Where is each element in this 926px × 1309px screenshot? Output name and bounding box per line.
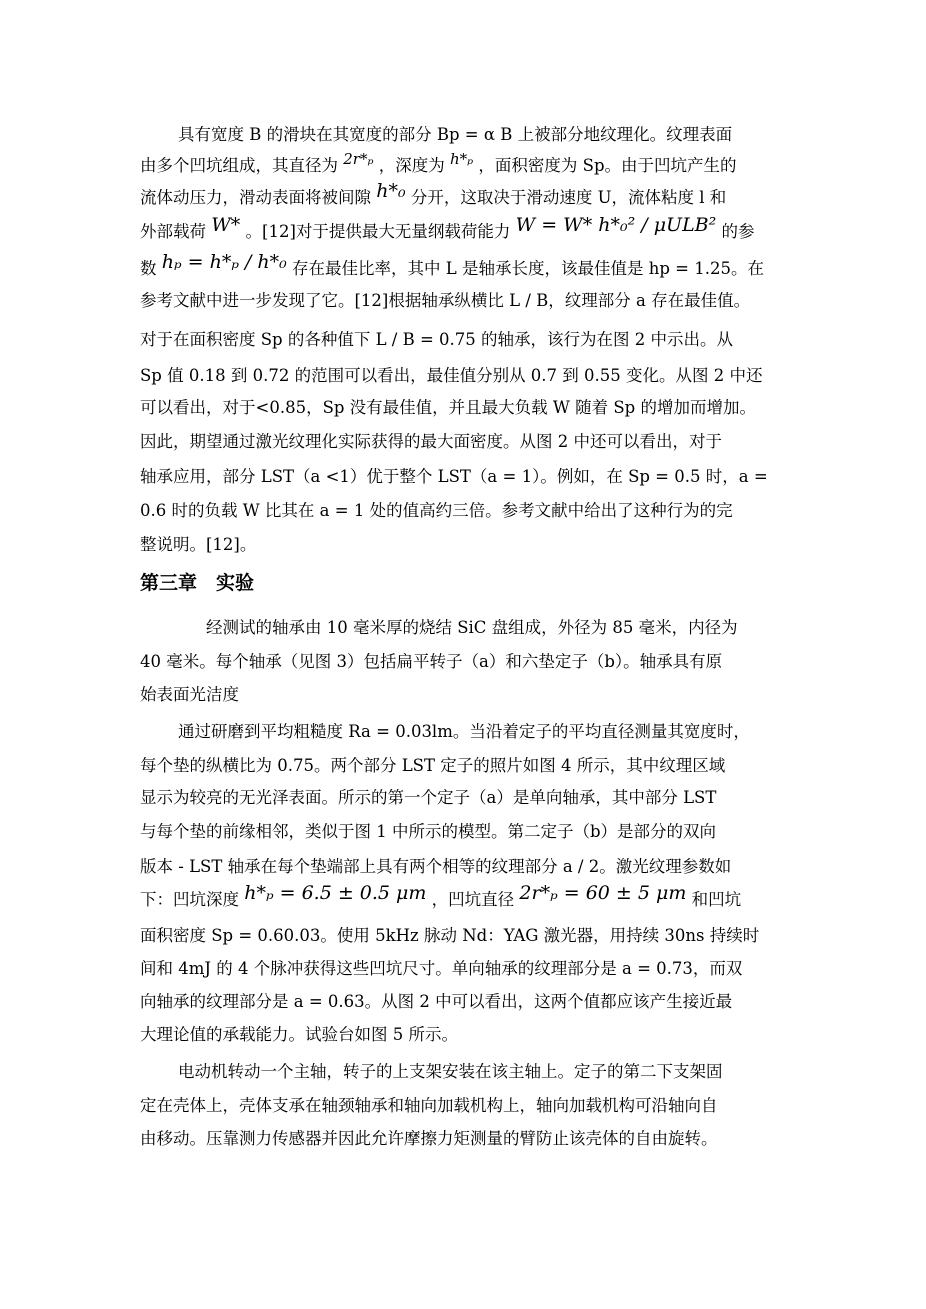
math-dimensionless-load: W = W* h*₀² / μULB²: [515, 213, 717, 236]
text-run: ，深度为: [378, 156, 445, 175]
math-depth-ratio: hₚ = h*ₚ / h*₀: [161, 250, 287, 273]
text-run: 由多个凹坑组成，其直径为: [140, 156, 338, 175]
text-run: 参考文献中进一步发现了它。[12]根据轴承纵横比 L / B，纹理部分 a 存在最佳值。: [140, 291, 751, 310]
text-run: 可以看出，对于<0.85，Sp 没有最佳值，并且最大负载 W 随着 Sp 的增加而增加。: [140, 398, 756, 417]
text-run: 显示为较亮的无光泽表面。所示的第一个定子（a）是单向轴承，其中部分 LST: [140, 788, 717, 807]
paragraph-line: [140, 788, 716, 808]
text-run: 流体动压力，滑动表面将被间隙: [140, 188, 371, 207]
paragraph-line: [140, 291, 750, 311]
text-run: 间和 4mJ 的 4 个脉冲获得这些凹坑尺寸。单向轴承的纹理部分是 a = 0.73，而双: [140, 959, 743, 978]
paragraph-line: [178, 1062, 723, 1082]
text-run: 始表面光洁度: [140, 685, 239, 704]
paragraph-line: [140, 149, 737, 176]
text-run: 与每个垫的前缘相邻，类似于图 1 中所示的模型。第二定子（b）是部分的双向: [140, 822, 717, 841]
text-run: 。[12]对于提供最大无量纲载荷能力: [245, 222, 511, 241]
text-run: 经测试的轴承由 10 毫米厚的烧结 SiC 盘组成，外径为 85 毫米，内径为: [206, 618, 738, 637]
paragraph-line: [140, 366, 763, 386]
paragraph-line: [140, 432, 722, 452]
text-run: ，面积密度为 Sp。由于凹坑产生的: [478, 156, 737, 175]
paragraph-line: [140, 1096, 718, 1116]
text-run: 定在壳体上，壳体支承在轴颈轴承和轴向加载机构上，轴向加载机构可沿轴向自: [140, 1096, 718, 1115]
paragraph-line: [140, 822, 716, 842]
paragraph-line: [140, 857, 731, 877]
paragraph-line: [140, 959, 742, 979]
text-run: 整说明。[12]。: [140, 535, 257, 554]
text-run: 电动机转动一个主轴，转子的上支架安装在该主轴上。定子的第二下支架固: [178, 1062, 723, 1081]
text-run: 存在最佳比率，其中 L 是轴承长度，该最佳值是 hp = 1.25。在: [292, 259, 764, 278]
paragraph-line: [178, 125, 732, 145]
math-pit-depth-value: h*ₚ = 6.5 ± 0.5 μm: [244, 881, 427, 904]
paragraph-line: [140, 881, 742, 910]
paragraph-line: [140, 652, 722, 672]
text-run: 版本 - LST 轴承在每个垫端部上具有两个相等的纹理部分 a / 2。激光纹理参数如: [140, 857, 732, 876]
paragraph-line: [140, 756, 725, 776]
text-run: 对于在面积密度 Sp 的各种值下 L / B = 0.75 的轴承，该行为在图 2 中示出。从: [140, 330, 734, 349]
paragraph-line: [140, 926, 759, 946]
text-run: 向轴承的纹理部分是 a = 0.63。从图 2 中可以看出，这两个值都应该产生接近最: [140, 992, 733, 1011]
math-pit-radius: 2r*ₚ: [343, 149, 374, 168]
text-run: ，凹坑直径: [431, 890, 515, 909]
text-run: 通过研磨到平均粗糙度 Ra = 0.03lm。当沿着定子的平均直径测量其宽度时，: [178, 722, 750, 741]
paragraph-line: [140, 330, 733, 350]
text-run: 因此，期望通过激光纹理化实际获得的最大面密度。从图 2 中还可以看出，对于: [140, 432, 722, 451]
math-load: W*: [211, 213, 241, 236]
text-run: 轴承应用，部分 LST（a <1）优于整个 LST（a = 1）。例如，在 Sp = 0.5 时，a =: [140, 467, 768, 486]
text-run: 外部载荷: [140, 222, 206, 241]
text-run: 面积密度 Sp = 0.60.03。使用 5kHz 脉动 Nd：YAG 激光器，用持续 30ns 持续时: [140, 926, 760, 945]
paragraph-line: [140, 179, 727, 208]
text-run: 下：凹坑深度: [140, 890, 239, 909]
paragraph-line: [140, 535, 256, 555]
math-pit-diameter-value: 2r*ₚ = 60 ± 5 μm: [519, 881, 687, 904]
paragraph-line: [140, 685, 239, 705]
paragraph-line: [140, 213, 755, 242]
text-run: 0.6 时的负载 W 比其在 a = 1 处的值高约三倍。参考文献中给出了这种行为的完: [140, 501, 733, 520]
paragraph-line: [178, 722, 750, 742]
math-clearance: h*₀: [376, 179, 406, 202]
text-run: 分开，这取决于滑动速度 U，流体粘度 l 和: [410, 188, 727, 207]
paragraph-line: [140, 1025, 458, 1045]
text-run: Sp 值 0.18 到 0.72 的范围可以看出，最佳值分别从 0.7 到 0.55 变化。从图 2 中还: [140, 366, 763, 385]
text-run: 大理论值的承载能力。试验台如图 5 所示。: [140, 1025, 458, 1044]
paragraph-line: [206, 618, 738, 638]
chapter-heading: 第三章 实验: [140, 572, 255, 594]
text-run: 由移动。压靠测力传感器并因此允许摩擦力矩测量的臂防止该壳体的自由旋转。: [140, 1129, 718, 1148]
paragraph-line: [140, 1129, 718, 1149]
paragraph-line: [140, 501, 733, 521]
paragraph-line: [140, 398, 756, 418]
text-run: 的参: [721, 222, 755, 241]
paragraph-line: [140, 467, 768, 487]
paragraph-line: [140, 250, 764, 279]
text-run: 和凹坑: [691, 890, 742, 909]
text-run: 数: [140, 259, 157, 278]
math-pit-depth: h*ₚ: [449, 149, 474, 168]
text-run: 40 毫米。每个轴承（见图 3）包括扁平转子（a）和六垫定子（b）。轴承具有原: [140, 652, 723, 671]
text-run: 每个垫的纵横比为 0.75。两个部分 LST 定子的照片如图 4 所示，其中纹理区域: [140, 756, 726, 775]
paragraph-line: [140, 992, 732, 1012]
text-run: 具有宽度 B 的滑块在其宽度的部分 Bp = α B 上被部分地纹理化。纹理表面: [178, 125, 733, 144]
